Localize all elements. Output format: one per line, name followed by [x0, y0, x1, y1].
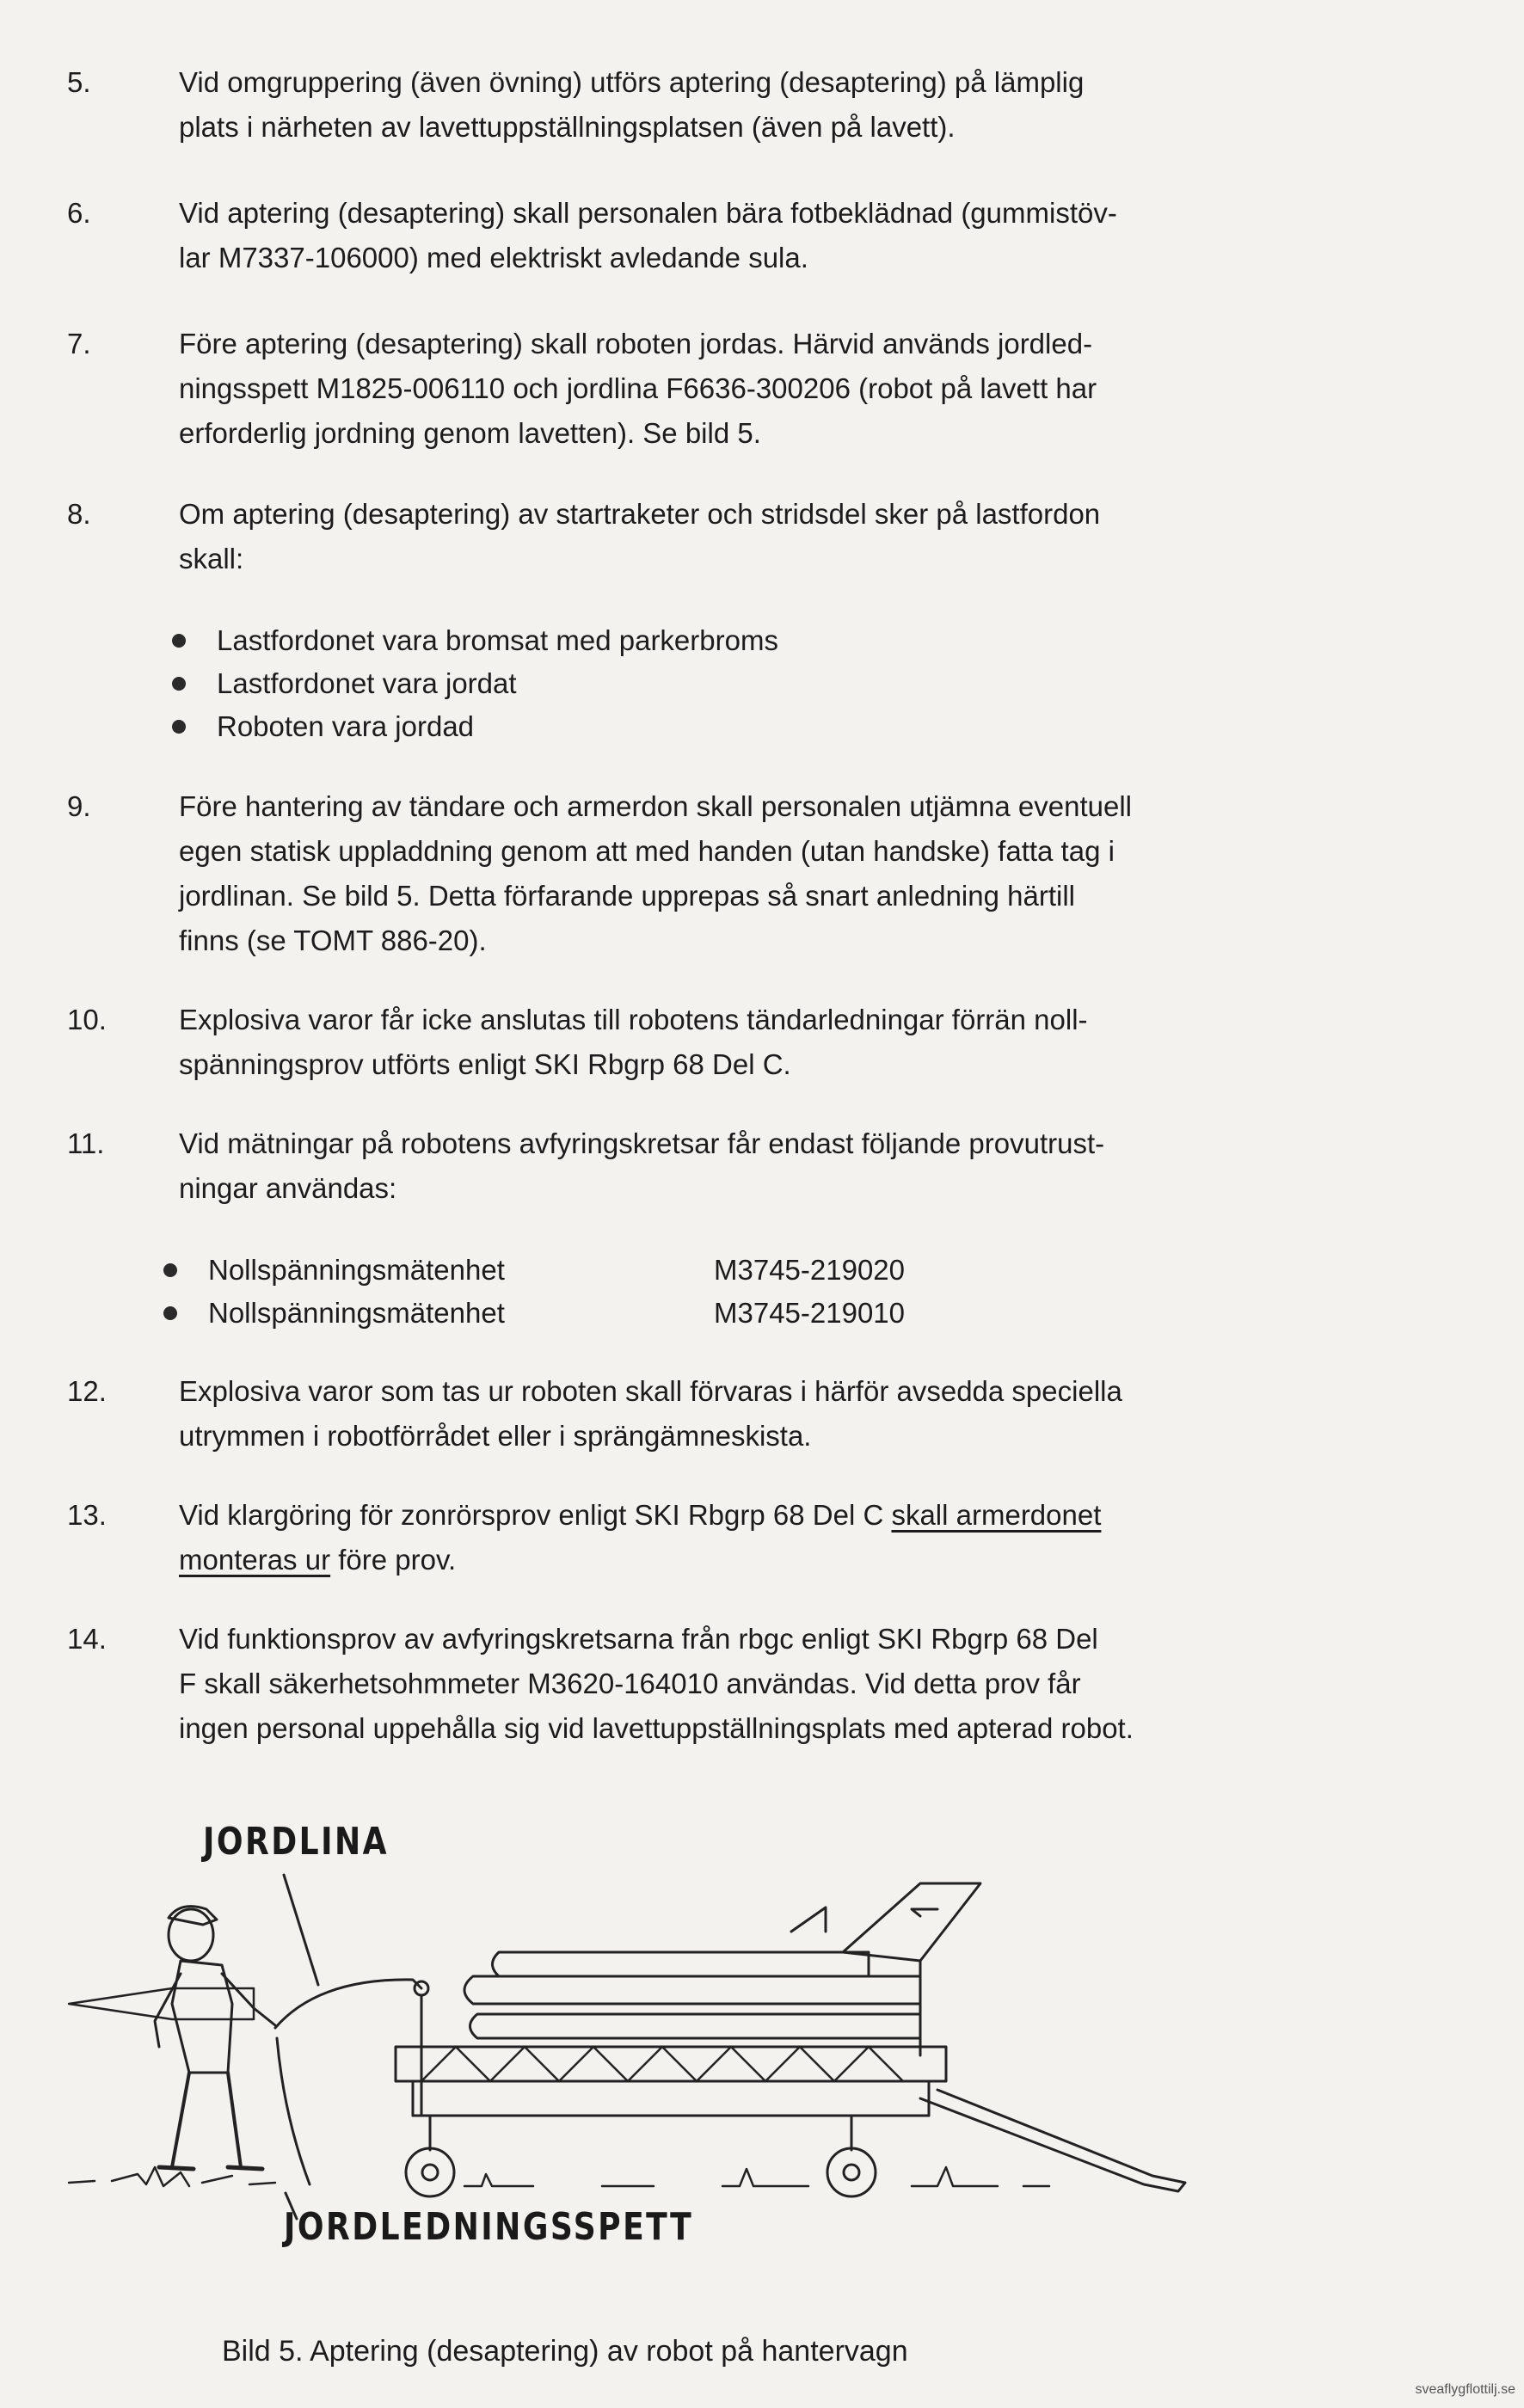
text-line: Vid aptering (desaptering) skall personalen bära fotbeklädnad (gummistöv-	[179, 197, 1117, 229]
item-number: 7.	[67, 328, 91, 359]
missile-tail-fin	[843, 1883, 980, 1961]
text-line: ingen personal uppehålla sig vid lavettuppställningsplats med apterad robot.	[179, 1712, 1134, 1744]
item-text	[179, 998, 1323, 1087]
item-text	[179, 492, 1323, 581]
item-7	[67, 322, 1288, 459]
text-line: Vid mätningar på robotens avfyringskretsar får endast följande provutrust-	[179, 1127, 1105, 1159]
text-line: Explosiva varor får icke anslutas till robotens tändarledningar förrän noll-	[179, 1004, 1088, 1035]
text-plain: före prov.	[330, 1544, 457, 1576]
text-line	[179, 1493, 1323, 1538]
cart-tow-bar	[920, 2090, 1185, 2191]
bullet-list-8	[172, 619, 1290, 748]
item-number: 5.	[67, 66, 91, 98]
text-line: finns (se TOMT 886-20).	[179, 924, 487, 956]
bullet-icon	[172, 634, 186, 648]
text-line: Om aptering (desaptering) av startraketer och stridsdel sker på lastfordon	[179, 498, 1101, 530]
bullet-icon	[163, 1306, 177, 1320]
item-text	[179, 1617, 1323, 1751]
text-line: skall:	[179, 543, 244, 574]
bullet-text: Roboten vara jordad	[217, 710, 475, 742]
missile-body	[464, 1883, 980, 2055]
text-line: utrymmen i robotförrådet eller i sprängämneskista.	[179, 1420, 812, 1452]
missile-rear-fin	[69, 1988, 254, 2019]
figure-label-jordledningsspett: JORDLEDNINGSSPETT	[284, 2205, 694, 2249]
bullet-text: Nollspänningsmätenhet	[208, 1297, 505, 1329]
item-number: 12.	[67, 1375, 107, 1407]
list-item	[163, 1292, 1281, 1335]
bullet-code: M3745-219010	[714, 1297, 906, 1329]
text-line	[179, 1538, 1323, 1582]
item-13	[67, 1493, 1288, 1588]
item-number: 13.	[67, 1499, 107, 1531]
text-line: egen statisk uppladdning genom att med handen (utan handske) fatta tag i	[179, 835, 1115, 867]
text-plain: Vid klargöring för zonrörsprov enligt SKI Rbgrp 68 Del C	[179, 1499, 892, 1531]
technician-figure	[155, 1907, 275, 2169]
ground-line	[69, 2167, 1049, 2186]
text-underlined: skall armerdonet	[891, 1499, 1102, 1531]
text-line: Före hantering av tändare och armerdon skall personalen utjämna eventuell	[179, 790, 1132, 822]
list-item	[163, 1249, 1281, 1292]
item-number: 6.	[67, 197, 91, 229]
item-text	[179, 1121, 1323, 1211]
text-line: Explosiva varor som tas ur roboten skall förvaras i härför avsedda speciella	[179, 1375, 1122, 1407]
item-14	[67, 1617, 1288, 1754]
item-10	[67, 998, 1288, 1092]
bullet-text: Lastfordonet vara jordat	[217, 667, 517, 699]
item-11	[67, 1121, 1288, 1216]
bullet-text: Lastfordonet vara bromsat med parkerbroms	[217, 624, 778, 656]
list-item	[172, 619, 1290, 662]
grounding-wire	[275, 1980, 421, 2028]
robot-cart-drawing	[52, 1789, 1256, 2270]
item-number: 8.	[67, 498, 91, 530]
figure-5-illustration	[52, 1789, 1256, 2270]
item-6	[67, 191, 1288, 286]
text-line: lar M7337-106000) med elektriskt avledande sula.	[179, 242, 808, 273]
text-line: jordlinan. Se bild 5. Detta förfarande upprepas så snart anledning härtill	[179, 880, 1075, 912]
cart-wheel-left	[406, 2116, 454, 2196]
item-9	[67, 784, 1288, 967]
item-text	[179, 1369, 1323, 1459]
bullet-list-11	[163, 1249, 1281, 1335]
bullet-text: Nollspänningsmätenhet	[208, 1254, 505, 1286]
item-number: 9.	[67, 790, 91, 822]
watermark: sveaflygflottilj.se	[1415, 2382, 1515, 2397]
item-number: 11.	[67, 1127, 105, 1159]
figure-caption: Bild 5. Aptering (desaptering) av robot på hantervagn	[222, 2335, 908, 2368]
grounding-wire-down	[277, 2038, 310, 2184]
item-text	[179, 784, 1323, 963]
item-text	[179, 60, 1323, 150]
bullet-icon	[172, 677, 186, 691]
text-line: ningsspett M1825-006110 och jordlina F6636-300206 (robot på lavett har	[179, 372, 1097, 404]
item-text	[179, 191, 1323, 280]
bullet-icon	[172, 720, 186, 734]
leader-line-spett	[286, 2193, 297, 2219]
text-line: Vid funktionsprov av avfyringskretsarna från rbgc enligt SKI Rbgrp 68 Del	[179, 1623, 1098, 1655]
text-underlined: monteras ur	[179, 1544, 331, 1576]
text-line: Före aptering (desaptering) skall roboten jordas. Härvid används jordled-	[179, 328, 1093, 359]
list-item	[172, 705, 1290, 748]
text-line: plats i närheten av lavettuppställningsplatsen (även på lavett).	[179, 111, 956, 143]
bullet-code: M3745-219020	[714, 1254, 906, 1286]
item-number: 10.	[67, 1004, 107, 1035]
item-text	[179, 322, 1323, 456]
text-line: erforderlig jordning genom lavetten). Se bild 5.	[179, 417, 761, 449]
cart-wheel-right	[827, 2116, 876, 2196]
leader-line-jordlina	[284, 1875, 318, 1985]
text-line: F skall säkerhetsohmmeter M3620-164010 användas. Vid detta prov får	[179, 1668, 1081, 1699]
figure-label-jordlina: JORDLINA	[203, 1820, 390, 1864]
text-line: ningar användas:	[179, 1172, 397, 1204]
item-5	[67, 60, 1288, 155]
item-text	[179, 1493, 1323, 1582]
list-item	[172, 662, 1290, 705]
item-number: 14.	[67, 1623, 107, 1655]
text-line: Vid omgruppering (även övning) utförs aptering (desaptering) på lämplig	[179, 66, 1085, 98]
bullet-icon	[163, 1263, 177, 1277]
item-12	[67, 1369, 1288, 1464]
text-line: spänningsprov utförts enligt SKI Rbgrp 68 Del C.	[179, 1048, 791, 1080]
item-8	[67, 492, 1288, 587]
